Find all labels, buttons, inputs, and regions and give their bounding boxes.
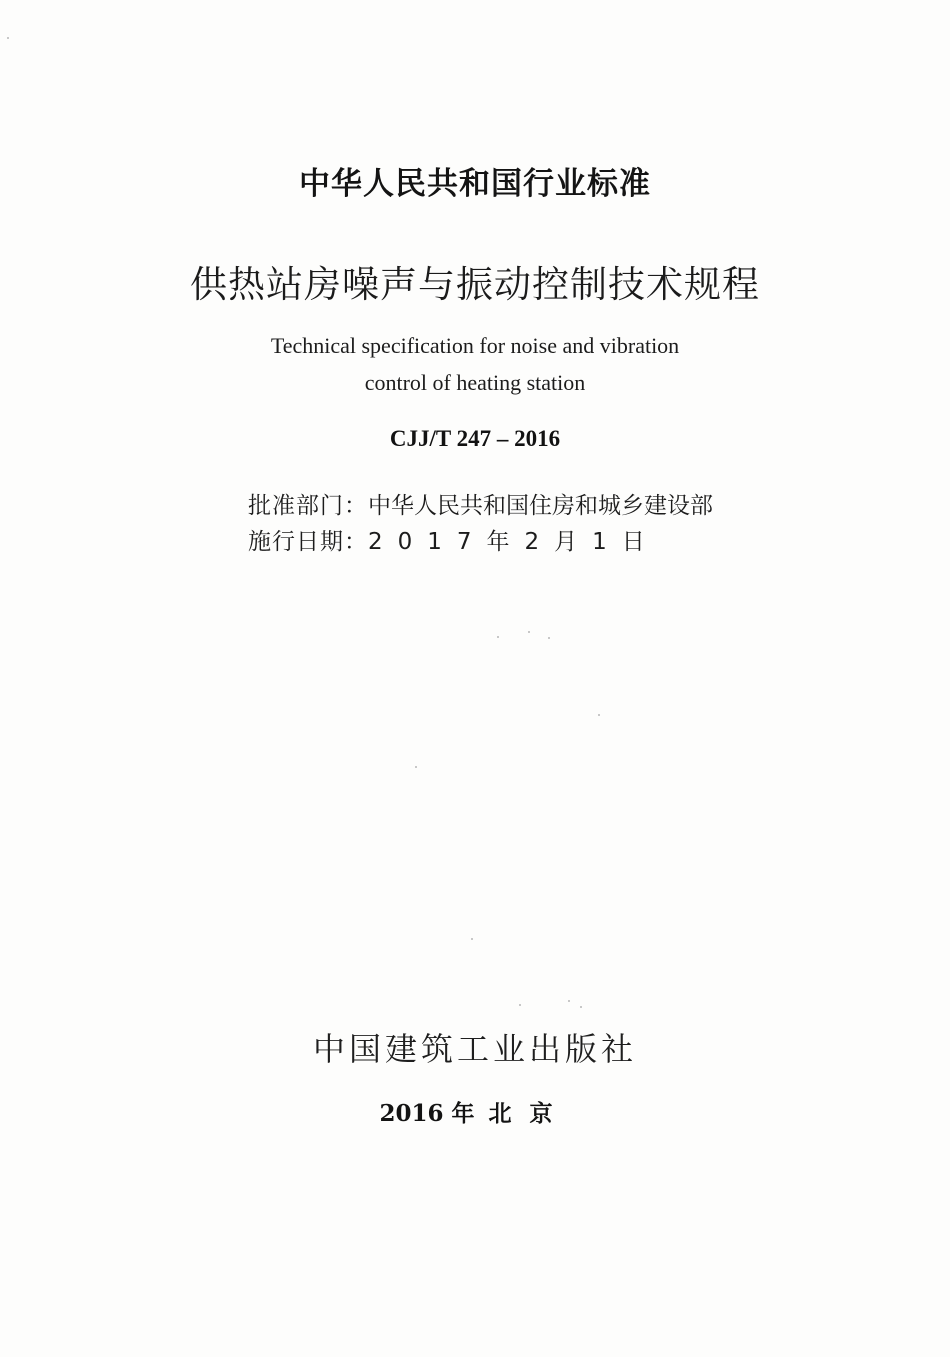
title-english-line2: control of heating station bbox=[364, 370, 586, 395]
title-chinese: 供热站房噪声与振动控制技术规程 bbox=[190, 263, 760, 306]
standard-code: CJJ/T 247 – 2016 bbox=[389, 426, 561, 451]
publisher: 中国建筑工业出版社 bbox=[312, 1030, 637, 1068]
publication-info bbox=[0, 1095, 950, 1128]
publication-year: 2016 年 bbox=[379, 1100, 475, 1127]
publication-city: 北京 bbox=[488, 1100, 571, 1127]
effective-label: 施行日期： bbox=[248, 529, 368, 555]
effective-date-row bbox=[248, 523, 660, 556]
approval-row bbox=[248, 487, 713, 520]
approval-value: 中华人民共和国住房和城乡建设部 bbox=[368, 493, 713, 519]
title-english-line1: Technical specification for noise and vibration bbox=[270, 333, 680, 358]
effective-value: 2017年2月1日 bbox=[368, 529, 660, 555]
approval-label: 批准部门： bbox=[248, 493, 368, 519]
standard-type: 中华人民共和国行业标准 bbox=[299, 166, 651, 202]
